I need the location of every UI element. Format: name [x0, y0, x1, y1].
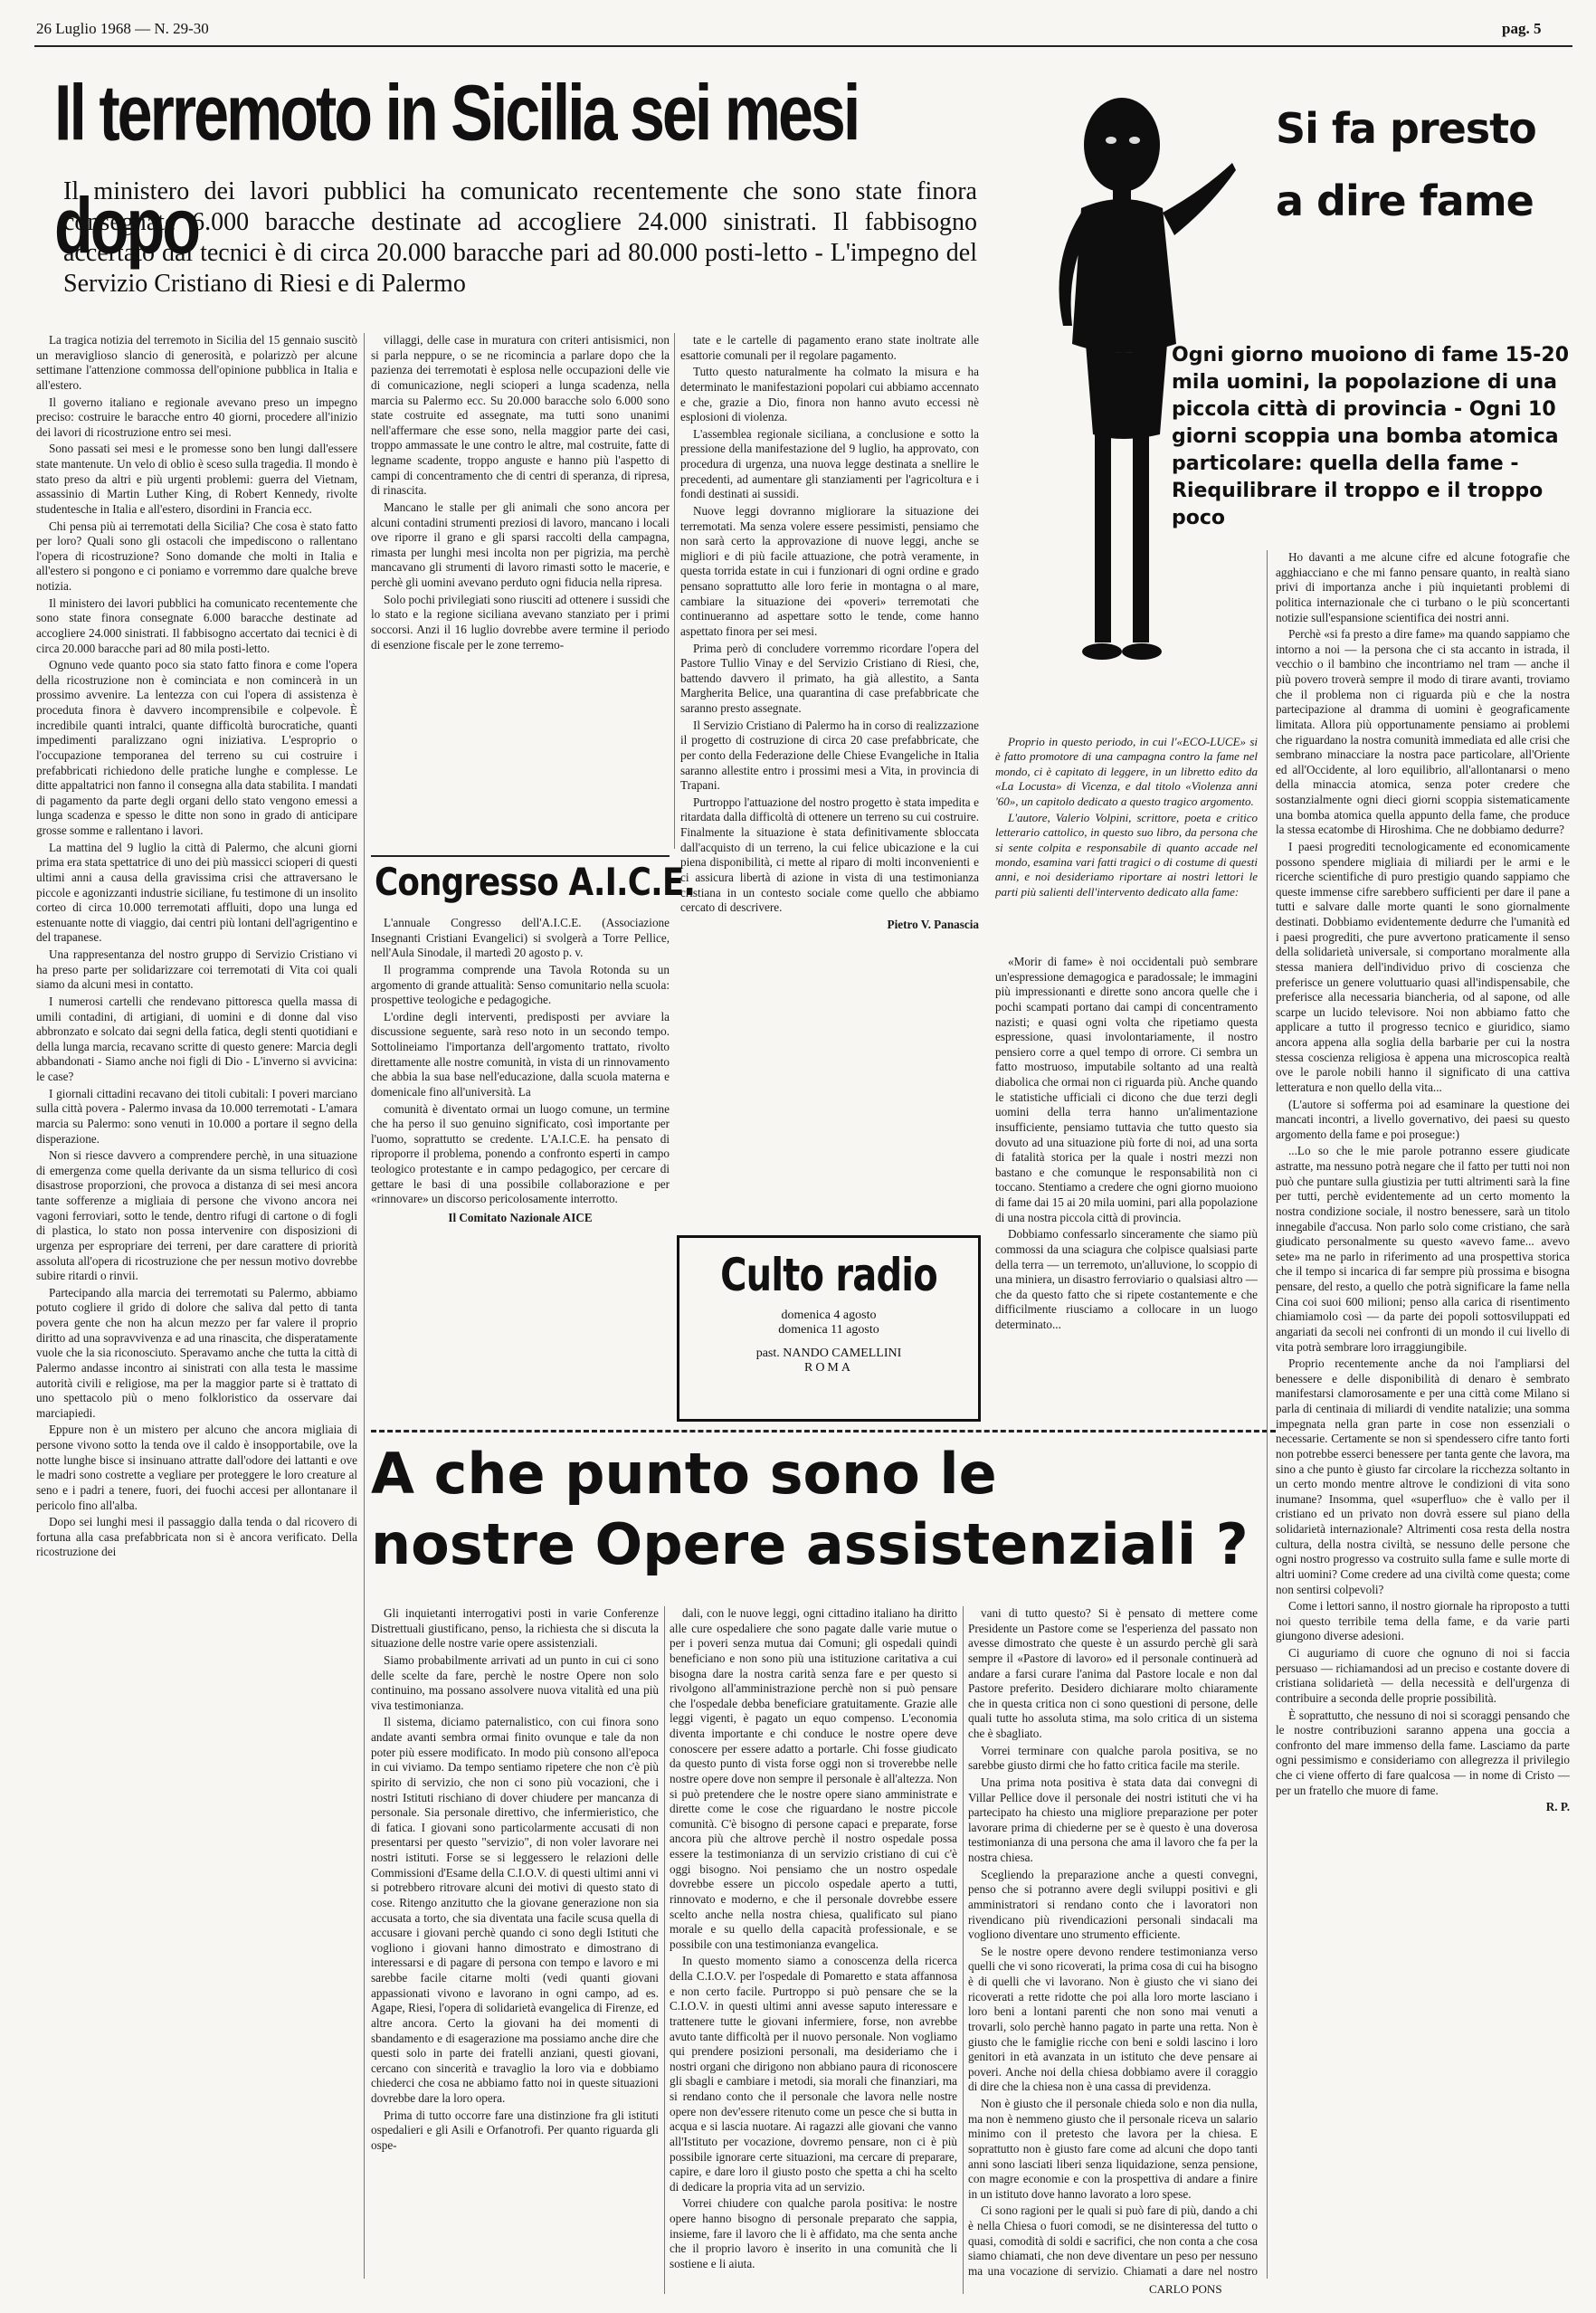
fame-right-column — [1276, 550, 1570, 2270]
opere-column-2 — [670, 1606, 957, 2294]
paragraph: Il Servizio Cristiano di Palermo ha in corso di realizzazione il progetto di costruzione di circa 20 case prefabbricate, che per conto della Federazione delle Chiese Evangeliche in Italia saranno allestite entro i prossimi mesi a Vita, in provincia di Trapani. — [680, 718, 979, 793]
paragraph: I numerosi cartelli che rendevano pittoresca quella massa di umili contadini, di artigiani, di uomini e di donne dal viso abbronzato e solcato dai segni della fatica, degli stenti quotidiani e della lunga marcia, recavano scritte di questo genere: Marcia degli abbandonati - Siamo anche noi figli di Dio - L'inverno si avvicina: le case? — [36, 994, 357, 1083]
opere-title-line-1: A che punto sono le — [371, 1441, 997, 1507]
paragraph: Perchè «si fa presto a dire fame» ma quando sappiamo che intorno a noi — la persona che ci sta accanto in istrada, il vecchio o il bambino che incontriamo nel tram — anche il più povero troverà sempre il modo di tirare avanti, troviamo che il problema non ci riguarda più e che la nostra partecipazione al dramma di uomini è geograficamente limitata. Allora più opportunamente pensiamo ai problemi che riguardano la nostra comunità immediata ed alle crisi che sembrano minacciare la nostra pace particolare, all'Oriente ed all'Occidente, al loro equilibrio, all'allontanarsi o meno della minaccia atomica, senza poter credere che sostanzialmente ogni dieci giorni scoppia sistematicamente una bomba atomica quella appunto della fame, che produce la stessa ecatombe di Hiroshima. Che ne dobbiamo dedurre? — [1276, 627, 1570, 837]
aice-column-1 — [371, 916, 670, 1305]
paragraph: Proprio recentemente anche da noi l'ampliarsi del benessere e delle disponibilità di denaro è sembrato manifestarsi clamorosamente e per una città come Milano si parla di centinaia di miliardi di vendite natalizie; una somma impegnata nella gran parte in cose non essenziali o necessarie. Certamente se non si spendessero cifre tanto forti non potrebbe esserci benessere per tanta gente che lavora, ma sino a che punto è giusto far circolare la ricchezza soltanto in un certo mondo mentre altrove le condizioni di vita sono inumane? Insomma, quel «superfluo» che è vallo per il cristiano ed un privato non dovrà essere sul piano della solidarietà internazionale? Altrimenti cosa resta della nostra cultura, della nostra civiltà, se nessuno delle persone che ogni nostro progresso va costruito sulla fame e sulle morte di altri uomini? Come credere ad una civiltà come questa; come non sentirsi colpevoli? — [1276, 1356, 1570, 1596]
culto-radio-box — [677, 1235, 981, 1422]
section-divider — [371, 1430, 1276, 1433]
paragraph: La mattina del 9 luglio la città di Palermo, che alcuni giorni prima era stata spettatrice di uno dei più massicci scioperi di questi ultimi anni a causa della gravissima crisi che attraversano le piccole e agonizzanti industrie siciliane, fu testimone di un insolito corteo di circa 10.000 terremotati affluiti, dopo una lunga ed estenuante notte di viaggio, dai centri più lontani dell'agrigentino e del trapanese. — [36, 840, 357, 945]
paragraph: Ci auguriamo di cuore che ognuno di noi si faccia persuaso — richiamandosi ad un preciso e costante dovere di cristiana solidarietà — della necessità e dell'urgenza di contribuire a seconda delle proprie possibilità. — [1276, 1646, 1570, 1705]
paragraph: Ci sono ragioni per le quali si può fare di più, dando a chi è nella Chiesa o fuori comodi, se ne disinteressa del tutto o quasi, comodità di soldi e sacrifici, che non conta a che cosa siamo chiamati, che non deve diventare un peso per nessuno ma una vocazione di servizio. Chiamati a dare nel nostro — [968, 2204, 1258, 2278]
paragraph: Sono passati sei mesi e le promesse sono ben lungi dall'essere state mantenute. Un velo di oblio è sceso sulla tragedia. Il mondo è stato preso da altri e più urgenti problemi: guerra del Vietnam, assassinio di Martin Luther King, di Robert Kennedy, rivolte studentesche in Italia e all'estero, disordini in Francia ecc. — [36, 442, 357, 516]
paragraph: Come i lettori sanno, il nostro giornale ha riproposto a tutti noi questo terribile tema della fame, e da varie parti giungono diverse adesioni. — [1276, 1599, 1570, 1643]
paragraph: villaggi, delle case in muratura con criteri antisismici, non si parla neppure, o se ne ricomincia a parlare dopo che la pazienza dei terremotati è esplosa nelle occupazioni delle vie di comunicazione, negli scioperi a lunga scadenza, nella marcia su Palermo ecc. Su 20.000 baracche solo 6.000 sono state costruite ed assegnate, ma tutti sono unanimi nell'affermare che esse sono, nella maggior parte dei casi, troppo ammassate le une contro le altre, mal costruite, fatte di legname scadente, troppo anguste e hanno più l'aspetto di campi di concentramento che di centri di speranza, di ripresa, di rinascita. — [371, 333, 670, 498]
paragraph: Una rappresentanza del nostro gruppo di Servizio Cristiano vi ha preso parte per solidarizzare coi terremotati di Vita coi quali siamo da alcuni mesi in contatto. — [36, 947, 357, 992]
column-rule — [1267, 550, 1268, 2279]
paragraph: Il ministero dei lavori pubblici ha comunicato recentemente che sono state finora consegnate 6.000 baracche destinate ad accogliere 24.000 sinistrati. Il fabbisogno accertato dai tecnici è di circa 20.000 baracche pari ad 80 mila posti-letto. — [36, 595, 357, 655]
paragraph: (L'autore si sofferma poi ad esaminare la questione dei mancati incontri, a livello governativo, dei paesi su questo argomento della fame e poi prosegue:) — [1276, 1097, 1570, 1141]
aice-signature: Il Comitato Nazionale AICE — [448, 1210, 593, 1224]
photo-caption-author: L'autore, Valerio Volpini, scrittore, poeta e critico letterario cattolico, in questo suo libro, da persona che si sente colpita e responsabile di quanto accade nel mondo, esamina vari fatti tragici o di costume di questi anni, e noi desideriamo riportare ai nostri lettori le parti più salienti dell'intervento dedicato alla fame: — [995, 810, 1258, 899]
opere-column-1 — [371, 1606, 659, 2294]
paragraph: Purtroppo l'attuazione del nostro progetto è stata impedita e ritardata dalla difficoltà di ottenere un terreno su cui costruire. Finalmente la situazione è stata definitivamente sbloccata dall'acquisto di un terreno, la cui felice ubicazione e la cui piena disponibilità, ci mette al riparo di molti inconvenienti e ci assicura libertà di azione in vista di una testimonianza cristiana in un contesto sociale come quello che abbiamo cercato di descrivere. — [680, 795, 979, 915]
terremoto-signature: Pietro V. Panascia — [887, 917, 979, 931]
column-rule — [364, 333, 365, 2279]
terremoto-column-2 — [371, 333, 670, 844]
paragraph: Solo pochi privilegiati sono riusciti ad ottenere i sussidi che lo stato e la regione siciliana avevano stanziato per i primi soccorsi. Anzi il 16 luglio dovrebbe avere termine il periodo di esenzione fiscale per le zone terremo- — [371, 592, 670, 652]
paragraph: Vorrei terminare con qualche parola positiva, se no sarebbe giusto dirmi che ho fatto critica facile ma sterile. — [968, 1743, 1258, 1773]
paragraph: Nuove leggi dovranno migliorare la situazione dei terremotati. Ma senza volere essere pessimisti, pensiamo che non sarà certo la approvazione di nuove leggi, anche se migliori e di più facile attuazione, che potrà veramente, in questa torrida estate in cui i funzionari di ogni ordine e grado pensano soprattutto alle loro ferie in montagna o al mare, cambiare la situazione dei «poveri» terremotati che continueranno ad aspettare sotto le tende, come hanno aspettato finora per sei mesi. — [680, 503, 979, 638]
aice-title: Congresso A.I.C.E. — [375, 860, 696, 904]
aice-top-rule — [371, 855, 670, 857]
paragraph: Tutto questo naturalmente ha colmato la misura e ha determinato le manifestazioni popolari cui abbiamo accennato e che, grazie a Dio, finora non hanno avuto eccessi nè esplosioni di violenza. — [680, 365, 979, 424]
photo-caption-text: Proprio in questo periodo, in cui l'«ECO-LUCE» si è fatto promotore di una campagna contro la fame nel mondo, ci è capitato di leggere, in un libretto edito da «La Locusta» di Vicenza, e dal titolo «Violenza anni '60», un capitolo dedicato a questo tragico argomento. — [995, 735, 1258, 808]
column-rule — [963, 1606, 964, 2294]
paragraph: Eppure non è un mistero per alcuno che ancora migliaia di persone vivono sotto la tenda ove il caldo è insopportabile, ove la notte lunghe bisce si insinuano attratte dall'odore dei lattanti e ove le madri sono costrette a vegliare per proteggere le loro creature al seno e i padri a tenere, fuori, dei fuochi accesi per allontanare il pericolo fino all'alba. — [36, 1423, 357, 1512]
paragraph: Chi pensa più ai terremotati della Sicilia? Che cosa è stato fatto per loro? Quali sono gli ostacoli che impediscono o rallentano l'opera di ricostruzione? Sono domande che molti in Italia e all'estero si pongono e ci poniamo e vorremmo dare qualche breve notizia. — [36, 519, 357, 593]
fame-subtitle: Ogni giorno muoiono di fame 15-20 mila uomini, la popolazione di una piccola città di provincia - Ogni 10 giorni scoppia una bomba atomica particolare: quella della fame - Riequilibrare il troppo e il troppo poco — [1172, 344, 1570, 529]
paragraph: Non si riesce davvero a comprendere perchè, in una situazione di emergenza come quella derivante da un sisma tellurico di così disastrose proporzioni, che provoca a distanza di sei mesi ancora tante sofferenze a migliaia di persone che vivono ancora nei vagoni ferroviari, sotto le tende, dentro rifugi di cartone o di fogli di plastica, lo stato non possa intervenire con disposizioni di urgenza per espropriare dei terreni, per dare carattere di priorità assoluta all'opera di ricostruzione che per nessun motivo dovrebbe subire ritardi o rinvii. — [36, 1148, 357, 1283]
paragraph: comunità è diventato ormai un luogo comune, un termine che ha perso il suo genuino significato, così importante per l'uomo, soprattutto se credente. L'A.I.C.E. ha pensato di riproporre il problema, ponendo a confronto esperti in campo teologico protestante e in campo pedagogico, per cercare di gettare le basi di una possibile collaborazione e per «rinnovare» un discorso pericolosamente interrotto. — [371, 1101, 670, 1206]
fame-middle-column — [995, 955, 1258, 1412]
paragraph: «Morir di fame» è noi occidentali può sembrare un'espressione demagogica e paradossale; le immagini più impressionanti e dirette sono ancora quelle che i pochi scampati portano dai campi di concentramento nazisti; e quasi ogni volta che ripetiamo questa espressione, quasi involontariamente, il nostro pensiero corre a quel tempo di orrore. Ci sembra un fatto mostruoso, imputabile soltanto ad una realtà diabolica che ormai non ci riguarda più. Anche quando le statistiche ufficiali ci dicono che due terzi degli uomini della terra hanno un'alimentazione insufficiente, pensiamo tuttavia che tutto questo sia dovuto ad una situazione più forte di noi, ad una sorta di fatalità storica per la quale i nostri mezzi non bastano e che comunque le responsabilità non ci toccano. Stentiamo a credere che ogni giorno muoiono di fame dai 15 ai 20 mila uomini, pari alla popolazione di una nostra piccola città di provincia. — [995, 955, 1258, 1224]
column-rule — [674, 333, 675, 849]
fame-title-line-2: a dire fame — [1276, 176, 1534, 225]
article-title-terremoto: Il terremoto in Sicilia sei mesi dopo — [54, 68, 859, 271]
paragraph: Vorrei chiudere con qualche parola positiva: le nostre opere hanno bisogno di personale preparato che sappia, insieme, fare il lavoro che li è affidato, ma che senta anche che il proprio lavoro è inserito in una comunità che li sostiene e li aiuta. — [670, 2196, 957, 2270]
page-header-date: 26 Luglio 1968 — N. 29-30 — [36, 20, 209, 37]
paragraph: Una prima nota positiva è stata data dai convegni di Villar Pellice dove il personale dei nostri istituti che vi ha partecipato ha chiesto una migliore preparazione per poter lavorare prima di chiederne per se è questo è una doverosa testimonianza di una persona che ama il lavoro che fa per la nostra chiesa. — [968, 1775, 1258, 1864]
paragraph: Se le nostre opere devono rendere testimonianza verso quelli che vi sono ricoverati, la prima cosa di cui ha bisogno è di quelli che vi lavorano. Non è giusto che vi siano dei ricoverati a rette ridotte che poi alla loro morte lasciano i loro beni a lontani parenti che non sono mai venuti a trovarli, solo perchè hanno pagato in parte una retta. Non è giusto che le famiglie ricche con beni e soldi lascino i loro genitori in età avanzata in un istituto che deve pensare ai poveri. Anche noi della chiesa dobbiamo avere il coraggio di dire che la chiesa non è una cassa di previdenza. — [968, 1944, 1258, 2094]
paragraph: Prima di tutto occorre fare una distinzione fra gli istituti ospedalieri e gli Asili e Orfanotrofi. Per quanto riguarda gli ospe- — [371, 2108, 659, 2152]
paragraph: Partecipando alla marcia dei terremotati su Palermo, abbiamo potuto cogliere il grido di dolore che saliva dal petto di tanta povera gente che non ha alcun mezzo per far valere il proprio diritto ad una sopravvivenza e ad una rinascita, che disperatamente vuole che la sia riconosciuto. Speravamo anche che tutta la città di Palermo andasse incontro ai sinistrati con alla testa le massime autorità civili e religiose, ma per la maggior parte si è trattato di uno spettacolo più o meno folkloristico da osservare dai marciapiedi. — [36, 1285, 357, 1420]
paragraph: Il programma comprende una Tavola Rotonda su un argomento di grande attualità: Senso comunitario nella scuola: prospettive teologiche e pedagogiche. — [371, 962, 670, 1007]
paragraph: L'ordine degli interventi, predisposti per avviare la discussione seguente, sarà reso noto in un secondo tempo. Sottolineiamo l'importanza dell'argomento trattato, rivolto direttamente alle nostre comunità, in vista di un rinnovamento che abbia la sua base nell'educazione, dalla scuola materna e domenicale fino all'università. La — [371, 1009, 670, 1099]
paragraph: Dopo sei lunghi mesi il passaggio dalla tenda o dal ricovero di fortuna alla casa prefabbricata non si è ancora verificato. Della ricostruzione dei — [36, 1515, 357, 1559]
paragraph: ...Lo so che le mie parole potranno essere giudicate astratte, ma nessuno potrà negare che il fatto per tutti noi non può che puntare sulla giustizia per tutti altrimenti sarà la fine per tutti, perchè evidentemente ad un certo momento la nostra condizione sociale, il nostro benessere, sarà un titolo innegabile d'accusa. Non parlo solo come cristiano, che sarà giudicato personalmente su questo «avevo fame... avevo sete» ma ne parlo in riferimento ad una prospettiva storica che il tempo si incarica di far sempre più prossima e bisogna pensare, del resto, a quello che potrà significare la fame nella Cina coi suoi 600 milioni; penso alla carica di risentimento chiamiamolo così — da parte dei popoli sottosviluppati ed angariati da secoli nei confronti di un mondo il cui livello di vita potrà sembrare loro irraggiungibile. — [1276, 1144, 1570, 1354]
page-number: pag. 5 — [1502, 20, 1542, 37]
opere-column-3 — [968, 1606, 1258, 2280]
culto-radio-pastor: past. NANDO CAMELLINI — [755, 1347, 902, 1360]
fame-signature: R. P. — [1545, 1800, 1570, 1814]
paragraph: L'annuale Congresso dell'A.I.C.E. (Associazione Insegnanti Cristiani Evangelici) si svolgerà a Torre Pellice, nell'Aula Sinodale, il martedì 20 agosto p. v. — [371, 916, 670, 960]
paragraph: Ognuno vede quanto poco sia stato fatto finora e come l'opera della ricostruzione non è cominciata e non comincerà in un prossimo avvenire. La lentezza con cui l'opera di assistenza è proceduta finora è davvero incomprensibile e colpevole. È incredibile quanti intralci, quante difficoltà burocratiche, quanti impedimenti paralizzano ogni iniziativa. L'esproprio o l'occupazione temporanea del terreno su cui costruire i prefabbricati richiedono delle pratiche lunghe e complesse. Le ditte appaltatrici non fanno il consegna alla data stabilita. I mandati di pagamento da parte degli organi dello stato vengono emessi a lunga scadenza e spesso le ditte non sono in grado di anticipare grosse somme e rallentano i lavori. — [36, 658, 357, 837]
paragraph: La tragica notizia del terremoto in Sicilia del 15 gennaio suscitò un meraviglioso slancio di generosità, e polarizzò per alcune settimane l'attenzione commossa dell'opinione pubblica in Italia e all'estero. — [36, 333, 357, 392]
paragraph: Mancano le stalle per gli animali che sono ancora per alcuni contadini strumenti preziosi di lavoro, mancano i locali ove riporre il grano e gli sparsi raccolti della campagna, rimasta per lunghi mesi incolta non per pigrizia, ma perchè mancavano gli strumenti di lavoro rimasti sotto le macerie, e perchè gli uomini avevano perduto ogni fiducia nella ripresa. — [371, 500, 670, 589]
paragraph: I giornali cittadini recavano dei titoli cubitali: I poveri marciano sulla città povera - Palermo invasa da 10.000 terremotati - L'amara marcia su Palermo: sono venuti in 10.000 a portare il segno della disperazione. — [36, 1086, 357, 1146]
paragraph: Ho davanti a me alcune cifre ed alcune fotografie che agghiacciano e che mi fanno pensare quanto, in realtà siano privi di importanza anche i più inquietanti problemi di politica internazionale che ci turbano o le più sconcertanti notizie sull'espansione scientifica dei nostri anni. — [1276, 550, 1570, 624]
terremoto-column-1 — [36, 333, 357, 1853]
paragraph: L'assemblea regionale siciliana, a conclusione e sotto la pressione della manifestazione del 9 luglio, ha approvato, con procedura di urgenza, una nuova legge destinata a snellire le precedenti, ad aumentare gli stanziamenti per l'agricoltura e i fondi destinati ai sussidi. — [680, 426, 979, 501]
culto-radio-city: ROMA — [803, 1361, 853, 1375]
culto-radio-date-1: domenica 4 agosto — [781, 1309, 877, 1322]
paragraph: È soprattutto, che nessuno di noi si scoraggi pensando che le nostre contribuzioni saranno appena una goccia a confronto del mare immenso della fame. Lasciamo da parte ogni pessimismo e consideriamo con allegrezza il privilegio che ci viene offerto di fare qualcosa — in nome di Cristo — per un fratello che muore di fame. — [1276, 1708, 1570, 1797]
terremoto-column-3 — [680, 333, 979, 1220]
opere-signature: CARLO PONS — [1149, 2282, 1222, 2296]
opere-title-line-2: nostre Opere assistenziali ? — [371, 1511, 1249, 1577]
paragraph: In questo momento siamo a conoscenza della ricerca della C.I.O.V. per l'ospedale di Pomaretto e stata affannosa e non certo facile. Purtroppo si può pensare che se la C.I.O.V. in questi ultimi anni avesse saputo interessare e trattenere tutte le giovani infermiere, forse, non avrebbe avuto tante difficoltà per il nuovo personale. Non vogliamo qui prendere posizioni personali, ma desideriamo che i nostri organi che dirigono non abbiano paura di riconoscere gli sbagli e cambiare i metodi, sia morali che finanziari, ma si rendano conto che il personale che lavora nelle nostre opere non dev'essere ritenuto come un pesce che si butta in acqua e si lascia nuotare. Ai ragazzi alle giovani che vanno all'Istituto per vocazione, dovremo pensare, non ci è più possibile ignorare certe situazioni, ma cercare di preparare, capire, e dare loro il giusto posto che spetta a chi ha scelto di dedicare la propria vita ad un servizio. — [670, 1954, 957, 2194]
paragraph: Dobbiamo confessarlo sinceramente che siamo più commossi da una sciagura che colpisce qualsiasi parte della terra — un terremoto, un'alluvione, lo scoppio di una miniera, un disastro ferroviario o qualsiasi altro — che da questo fatto che si ripete costantemente e che difficilmente riusciamo a collocare in un luogo determinato... — [995, 1227, 1258, 1331]
paragraph: Gli inquietanti interrogativi posti in varie Conferenze Distrettuali giustificano, penso, la richiesta che si discuta la situazione delle nostre varie opere assistenziali. — [371, 1606, 659, 1651]
column-rule — [664, 1606, 665, 2294]
header-rule — [34, 45, 1572, 47]
paragraph: Prima però di concludere vorremmo ricordare l'opera del Pastore Tullio Vinay e del Servizio Cristiano di Riesi, che, battendo davvero il primato, ha già allestito, a Santa Margherita Belice, una quarantina di case prefabbricate che saranno presto assegnate. — [680, 641, 979, 715]
paragraph: Non è giusto che il personale chieda solo e non dia nulla, ma non è nemmeno giusto che il personale riceva un salario minimo con il pretesto che lavora per la chiesa. E soprattutto non è giusto fare come ad alcuni che dopo tanti anni sono lasciati liberi senza liquidazione, senza pensione, con magre economie e con la prospettiva di andare a finire in un istituto dove hanno lavorato a loro spese. — [968, 2097, 1258, 2201]
paragraph: I paesi progrediti tecnologicamente ed economicamente possono spendere migliaia di miliardi per le armi e le ricerche scientifiche di puro prestigio quando sappiamo che queste immense cifre sarebbero sufficienti per dare il pane a tutti e salvare dalle morte quanti le sono giornalmente destinati. Dobbiamo evidentemente dedurre che l'umanità ed i paesi progrediti, che pure avvertono praticamente il senso della solidarietà universale, si comportano moralmente alla stessa maniera dell'individuo privo di coscienza che preferisce un genere voluttuario quasi all'indispensabile, che preferisce alla necessaria biancheria, od al sapone, od alle scarpe un lucido televisore. Noi non abbiamo fatto che applicare a tutto il progresso tecnico e giuridico, siamo ancora appena alla soglia della barbarie per cui la nostra stessa coscienza religiosa è appena una microscopica realtà ove le parole nobili hanno il significato di una cattiva letteratura e non quello della vita... — [1276, 839, 1570, 1094]
paragraph: Il governo italiano e regionale avevano preso un impegno preciso: costruire le baracche entro 40 giorni, procedere all'inizio dei lavori di ricostruzione entro sei mesi. — [36, 395, 357, 439]
article-subtitle-terremoto: Il ministero dei lavori pubblici ha comunicato recentemente che sono state finora consegnate 6.000 baracche destinate ad accogliere 24.000 sinistrati. Il fabbisogno accertato dai tecnici è di circa 20.000 baracche pari ad 80.000 posti-letto - L'impegno del Servizio Cristiano di Riesi e di Palermo — [63, 177, 977, 298]
culto-radio-date-2: domenica 11 agosto — [778, 1323, 879, 1337]
paragraph: Il sistema, diciamo paternalistico, con cui finora sono andate avanti sembra ormai finito ovunque e tale da non poter più essere modificato. In modo più consono all'epoca in cui viviamo. Da tempo sentiamo ripetere che non c'è più spirito di servizio, che non ci sono più vocazioni, che i nostri Istituti rischiano di dover chiudere per mancanza di personale. Sia personale direttivo, che infermieristico, che di fatica. I giovani sono particolarmente accusati di non presentarsi per questo "servizio", di non voler lavorare nei nostri istituti. Forse se si leggessero le relazioni delle Commissioni d'Esame della C.I.O.V. di questi ultimi anni vi si potrebbero ritrovare alcuni dei motivi di questo stato di cose. Ritengo anzitutto che la giovane generazione non sia accusata a torto, che sia diventata una facile scusa quella di accusare i giovani perchè quando ci sono degli Istituti che vogliono i giovani hanno dimostrato e dimostrano di interessarsi e di pagare di persona con tempo e lavoro e mi sarebbe facile citarne molti (vedi quanti giovani appassionati vivono e lavorano in ogni campo, ad es. Agape, Riesi, l'opera di solidarietà evangelica di Firenze, ed altre ancora. Certo la giovani ha dei momenti di sbandamento e di esagerazione ma possiamo anche dire che questi solo in parte dei fratelli anziani, questi giovani, cercano con sincerità e travaglio la loro via e dobbiamo chiederci che cosa ne abbiamo fatto noi in queste situazioni dovrebbe dare la loro opera. — [371, 1715, 659, 2105]
fame-title-line-1: Si fa presto — [1276, 104, 1536, 153]
culto-radio-title: Culto radio — [720, 1249, 937, 1301]
paragraph: Scegliendo la preparazione anche a questi convegni, penso che si potranno avere degli sviluppi positivi e gli amministratori si rendano conto che i lavoratori non rivendicano più rivendicazioni personali sindacali ma vogliono diventare uno strumento efficiente. — [968, 1867, 1258, 1942]
paragraph: vani di tutto questo? Si è pensato di mettere come Presidente un Pastore come se l'esperienza del passato non avesse dimostrato che queste è un assurdo perchè gli sarà sempre il «Pastore di lavoro» ed il personale continuerà ad andare a farsi curare l'anima dal Pastore locale e non dal Pastore preferito. Desidero dichiarare molto chiaramente che in questa critica non ci sono questioni di persone, delle quali tutte ho assoluta stima, ma solo critica di un sistema che è sbagliato. — [968, 1606, 1258, 1740]
paragraph: Siamo probabilmente arrivati ad un punto in cui ci sono delle scelte da fare, perchè le nostre Opere non solo continuino, ma possano assolvere nuova vitalità ed una più viva testimonianza. — [371, 1652, 659, 1712]
paragraph: tate e le cartelle di pagamento erano state inoltrate alle esattorie comunali per il regolare pagamento. — [680, 333, 979, 362]
paragraph: dali, con le nuove leggi, ogni cittadino italiano ha diritto alle cure ospedaliere che sono pagate dalle varie mutue o per i poveri senza mutua dai Comuni; gli ospedali quindi beneficiano e non sono più una istituzione caritativa a cui bisogna dare la nostra carità senza fare e per questo si rivolgono all'amministrazione perchè non si può pensare che l'ospedale debba beneficiare gratuitamente. Grazie alle leggi vigenti, è pagato un equo compenso. L'economia diventa importante e chi conduce le nostre opere deve conoscere per essere adatto a portarle. Chi fosse giudicato da questo punto di vista forse oggi non si troverebbe nelle nostre opere dove non sempre il personale è all'altezza. Non si può pretendere che le nostre opere siano amministrate e dirette come le cose che riguardano le nostre piccole comunità. C'è bisogno di persone capaci e preparate, forse ancora più che altrove perchè il nostro ospedale possa essere la testimonianza di un servizio cristiano di cui c'è oggi bisogno. Noi pensiamo che un nostro ospedale dovrebbe essere un piccolo ospedale aperto a tutti, rinnovato e moderno, e che il personale dovrebbe essere scelto anche nella nostra chiesa, qualificato sul piano morale e su quello della capacità professionale, e se possibile con una testimonianza evangelica. — [670, 1606, 957, 1951]
